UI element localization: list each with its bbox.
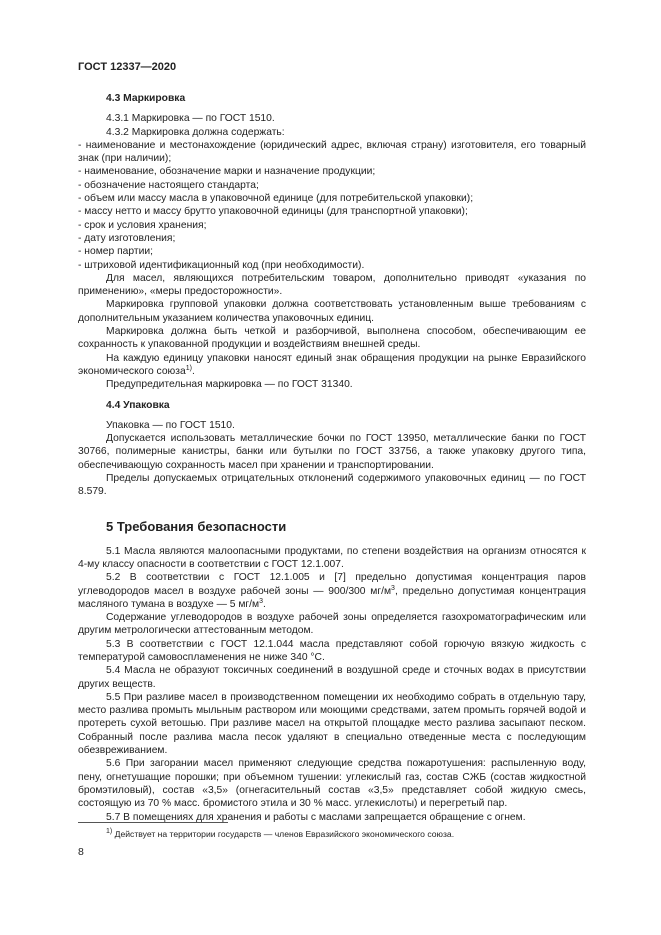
clause-5-2-text-c: . xyxy=(263,598,266,610)
footnote-ref[interactable]: 1) xyxy=(185,364,192,372)
document-code-header: ГОСТ 12337—2020 xyxy=(78,61,177,73)
clause-5-2-text-a: 5.2 В соответствии с ГОСТ 12.1.005 и [7] предельно допустимая концентрация паров углеводородов масел в воздухе рабочей зоны — 900/300 мг/м xyxy=(78,572,586,597)
clause-5-3: 5.3 В соответствии с ГОСТ 12.1.044 масла представляют собой горючую вязкую жидкость с температурой самовоспламенения не ниже 340 °С. xyxy=(78,638,586,663)
clause-5-4: 5.4 Масла не образуют токсичных соединений в воздушной среде и сточных водах в присутствии других веществ. xyxy=(78,665,586,690)
list-item: - обозначение настоящего стандарта; xyxy=(78,179,259,191)
list-item: - массу нетто и массу брутто упаковочной единицы (для транспортной упаковки); xyxy=(78,206,468,218)
list-item: - номер партии; xyxy=(78,246,153,258)
paragraph-hydrocarbon-method: Содержание углеводородов в воздухе рабочей зоны определяется газохроматографическим или другим метрологически аттестованным методом. xyxy=(78,612,586,637)
paragraph-deviation-limits: Пределы допускаемых отрицательных отклонений содержимого упаковочных единиц — по ГОСТ 8.579. xyxy=(78,473,586,498)
footnote xyxy=(106,829,586,840)
paragraph-allowed-containers: Допускается использовать металлические бочки по ГОСТ 13950, металлические банки по ГОСТ 30766, полимерные канистры, банки или бутылки по ГОСТ 33756, а также упаковку другого типа, обеспечивающую сохранность масел при хранении и транспортировании. xyxy=(78,433,586,471)
clause-5-5: 5.5 При разливе масел в производственном помещении их необходимо собрать в отдельную тару, место разлива промыть мыльным раствором или моющими средствами, затем промыть горячей водой и протереть сухой ветошью. При разливе масел на открытой площадке место разлива засыпают песком. Собранный после разлива масла песок удаляют в специально отведенные места с последующим обезвреживанием. xyxy=(78,691,586,757)
clause-5-1: 5.1 Масла являются малоопасными продуктами, по степени воздействия на организм относятся к 4-му классу опасности в соответствии с ГОСТ 12.1.007. xyxy=(78,545,586,570)
list-item: - наименование, обозначение марки и назначение продукции; xyxy=(78,166,376,178)
list-item: - дату изготовления; xyxy=(78,232,176,244)
eaeu-mark-end: . xyxy=(191,365,195,377)
clause-5-2-text-b: , предельно допустимая концентрация масляного тумана в воздухе — 5 мг/м xyxy=(78,585,587,610)
footnote-divider xyxy=(78,822,228,823)
eaeu-mark-text: На каждую единицу упаковки наносят единый знак обращения продукции на рынке Евразийского экономического союза xyxy=(78,352,586,377)
clause-5-7: 5.7 В помещениях для хранения и работы с маслами запрещается обращение с огнем. xyxy=(106,811,526,823)
section-4-3-heading: 4.3 Маркировка xyxy=(106,93,186,104)
footnote-marker: 1) xyxy=(106,828,113,835)
paragraph-consumer-marking: Для масел, являющихся потребительским товаром, дополнительно приводят «указания по применению», «меры предосторожности». xyxy=(78,272,586,298)
footnote-text: Действует на территории государств — членов Евразийского экономического союза. xyxy=(112,829,455,839)
list-item: - срок и условия хранения; xyxy=(78,219,207,231)
superscript: 3 xyxy=(391,584,395,592)
paragraph-eaeu-mark xyxy=(78,352,586,379)
list-item: - объем или массу масла в упаковочной единице (для потребительской упаковки); xyxy=(78,193,474,205)
section-4-4-heading: 4.4 Упаковка xyxy=(106,399,170,411)
marking-requirements-list xyxy=(78,139,586,272)
paragraph-group-packaging: Маркировка групповой упаковки должна соответствовать установленным выше требованиям с дополнительным указанием количества упаковочных единиц. xyxy=(78,299,586,324)
list-item: - наименование и местонахождение (юридический адрес, включая страну) изготовителя, его товарный знак (при наличии); xyxy=(78,139,586,165)
paragraph-packaging-standard: Упаковка — по ГОСТ 1510. xyxy=(106,419,235,431)
page-body xyxy=(78,92,586,824)
paragraph-marking-quality: Маркировка должна быть четкой и разборчивой, выполнена способом, обеспечивающим ее сохранность к упакованной продукции и воздействиям внешней среды. xyxy=(78,326,586,351)
clause-5-2 xyxy=(78,571,586,611)
paragraph-warning-marking: Предупредительная маркировка — по ГОСТ 31340. xyxy=(106,379,353,391)
list-item: - штриховой идентификационный код (при необходимости). xyxy=(78,259,365,271)
page-number: 8 xyxy=(78,846,84,858)
clause-4-3-2: 4.3.2 Маркировка должна содержать: xyxy=(106,126,285,138)
section-5-heading: 5 Требования безопасности xyxy=(106,518,287,534)
clause-4-3-1: 4.3.1 Маркировка — по ГОСТ 1510. xyxy=(106,113,275,125)
superscript: 3 xyxy=(259,597,264,605)
clause-5-6: 5.6 При загорании масел применяют следующие средства пожаротушения: распыленную воду, пену, огнетушащие порошки; при объемном тушении: углекислый газ, состав СЖБ (состав жидкостной бромэтиловый), состав «3,5» (огнегасительный состав «3,5» представляет собой жидкую смесь, состоящую из 70 % масс. бромистого этила и 30 % масс. углекислоты) и перегретый пар. xyxy=(78,758,586,810)
